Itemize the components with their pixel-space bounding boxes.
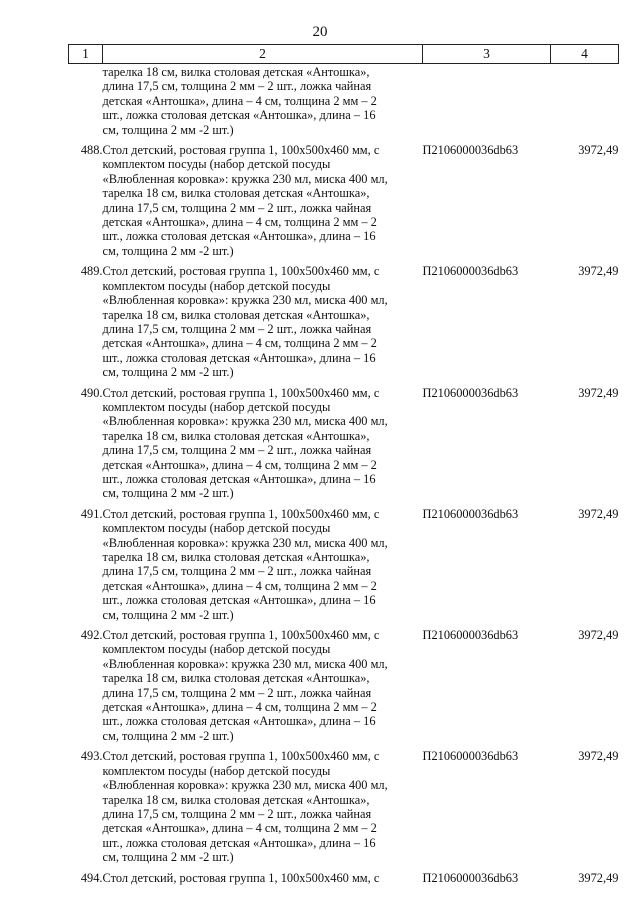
row-price: 3972,49 <box>578 628 619 643</box>
desc-line: Стол детский, ростовая группа 1, 100х500х460 мм, с <box>102 628 380 643</box>
row-price: 3972,49 <box>578 385 619 400</box>
desc-line: см, толщина 2 мм -2 шт.) <box>102 850 234 865</box>
desc-line: шт., ложка столовая детская «Антошка», длина – 16 <box>102 835 376 850</box>
row-description <box>103 865 423 885</box>
desc-line: длина 17,5 см, толщина 2 мм – 2 шт., ложка чайная <box>102 79 372 94</box>
row-price: 3972,49 <box>578 506 619 521</box>
row-description <box>103 743 423 864</box>
items-table <box>68 44 619 885</box>
desc-line: детская «Антошка», длина – 4 см, толщина 2 мм – 2 <box>102 578 377 593</box>
desc-line: детская «Антошка», длина – 4 см, толщина 2 мм – 2 <box>102 457 377 472</box>
table-row <box>69 501 619 622</box>
desc-line: комплектом посуды (набор детской посуды <box>102 399 331 414</box>
table-header-row <box>69 45 619 64</box>
page-number: 20 <box>312 24 328 40</box>
desc-line: комплектом посуды (набор детской посуды <box>102 157 331 172</box>
continuation-row <box>69 64 619 138</box>
desc-line: Стол детский, ростовая группа 1, 100х500х460 мм, с <box>102 506 380 521</box>
table-row <box>69 743 619 864</box>
desc-line: длина 17,5 см, толщина 2 мм – 2 шт., ложка чайная <box>102 443 372 458</box>
desc-line: длина 17,5 см, толщина 2 мм – 2 шт., ложка чайная <box>102 200 372 215</box>
row-description <box>103 380 423 501</box>
desc-line: тарелка 18 см, вилка столовая детская «Антошка», <box>102 307 370 322</box>
desc-line: Стол детский, ростовая группа 1, 100х500х460 мм, с <box>102 870 380 885</box>
desc-line: шт., ложка столовая детская «Антошка», длина – 16 <box>102 714 376 729</box>
desc-line: «Влюбленная коровка»: кружка 230 мл, миска 400 мл, <box>102 535 388 550</box>
desc-line: «Влюбленная коровка»: кружка 230 мл, миска 400 мл, <box>102 656 388 671</box>
column-header-4: 4 <box>551 45 619 64</box>
desc-line: тарелка 18 см, вилка столовая детская «Антошка», <box>102 671 370 686</box>
desc-line: длина 17,5 см, толщина 2 мм – 2 шт., ложка чайная <box>102 806 372 821</box>
desc-line: Стол детский, ростовая группа 1, 100х500х460 мм, с <box>102 264 380 279</box>
desc-line: длина 17,5 см, толщина 2 мм – 2 шт., ложка чайная <box>102 685 372 700</box>
row-number: 493. <box>80 749 103 764</box>
row-description <box>103 258 423 379</box>
desc-line: «Влюбленная коровка»: кружка 230 мл, миска 400 мл, <box>102 171 388 186</box>
desc-line: длина 17,5 см, толщина 2 мм – 2 шт., ложка чайная <box>102 564 372 579</box>
row-price: 3972,49 <box>578 749 619 764</box>
desc-line: Стол детский, ростовая группа 1, 100х500х460 мм, с <box>102 385 380 400</box>
desc-line: детская «Антошка», длина – 4 см, толщина 2 мм – 2 <box>102 336 377 351</box>
row-description <box>103 501 423 622</box>
desc-line: шт., ложка столовая детская «Антошка», длина – 16 <box>102 108 376 123</box>
desc-line: детская «Антошка», длина – 4 см, толщина 2 мм – 2 <box>102 93 377 108</box>
row-price: 3972,49 <box>578 264 619 279</box>
desc-line: см, толщина 2 мм -2 шт.) <box>102 486 234 501</box>
desc-line: см, толщина 2 мм -2 шт.) <box>102 728 234 743</box>
table-row <box>69 865 619 885</box>
desc-line: см, толщина 2 мм -2 шт.) <box>102 243 234 258</box>
column-header-3: 3 <box>423 45 551 64</box>
desc-line: «Влюбленная коровка»: кружка 230 мл, миска 400 мл, <box>102 778 388 793</box>
desc-line: Стол детский, ростовая группа 1, 100х500х460 мм, с <box>102 749 380 764</box>
desc-line: детская «Антошка», длина – 4 см, толщина 2 мм – 2 <box>102 821 377 836</box>
row-code: П2106000036db63 <box>422 143 519 158</box>
row-price: 3972,49 <box>578 870 619 885</box>
desc-line: тарелка 18 см, вилка столовая детская «Антошка», <box>102 550 370 564</box>
row-number: 491. <box>80 506 103 521</box>
desc-line: комплектом посуды (набор детской посуды <box>102 642 331 657</box>
desc-line: «Влюбленная коровка»: кружка 230 мл, миска 400 мл, <box>102 293 388 308</box>
desc-line: см, толщина 2 мм -2 шт.) <box>102 365 234 380</box>
row-code: П2106000036db63 <box>422 628 519 643</box>
desc-line: детская «Антошка», длина – 4 см, толщина 2 мм – 2 <box>102 700 377 715</box>
row-code: П2106000036db63 <box>422 506 519 521</box>
desc-line: тарелка 18 см, вилка столовая детская «Антошка», <box>102 65 370 79</box>
row-code: П2106000036db63 <box>422 870 519 885</box>
desc-line: см, толщина 2 мм -2 шт.) <box>102 607 234 622</box>
row-number: 492. <box>80 628 103 643</box>
row-number: 490. <box>80 385 103 400</box>
row-number: 488. <box>80 143 103 158</box>
continuation-text <box>103 64 423 138</box>
row-description <box>103 622 423 743</box>
table-row <box>69 622 619 743</box>
table-row <box>69 137 619 258</box>
desc-line: шт., ложка столовая детская «Антошка», длина – 16 <box>102 471 376 486</box>
table-row <box>69 258 619 379</box>
column-header-2: 2 <box>103 45 423 64</box>
desc-line: шт., ложка столовая детская «Антошка», длина – 16 <box>102 593 376 608</box>
desc-line: комплектом посуды (набор детской посуды <box>102 278 331 293</box>
desc-line: тарелка 18 см, вилка столовая детская «Антошка», <box>102 792 370 807</box>
row-code: П2106000036db63 <box>422 385 519 400</box>
desc-line: шт., ложка столовая детская «Антошка», длина – 16 <box>102 350 376 365</box>
desc-line: см, толщина 2 мм -2 шт.) <box>102 122 234 137</box>
desc-line: шт., ложка столовая детская «Антошка», длина – 16 <box>102 229 376 244</box>
row-number: 489. <box>80 264 103 279</box>
column-header-1: 1 <box>69 45 103 64</box>
row-code: П2106000036db63 <box>422 749 519 764</box>
row-description <box>103 137 423 258</box>
desc-line: тарелка 18 см, вилка столовая детская «Антошка», <box>102 428 370 443</box>
desc-line: тарелка 18 см, вилка столовая детская «Антошка», <box>102 186 370 201</box>
row-code: П2106000036db63 <box>422 264 519 279</box>
desc-line: комплектом посуды (набор детской посуды <box>102 521 331 536</box>
desc-line: длина 17,5 см, толщина 2 мм – 2 шт., ложка чайная <box>102 321 372 336</box>
desc-line: комплектом посуды (набор детской посуды <box>102 763 331 778</box>
desc-line: «Влюбленная коровка»: кружка 230 мл, миска 400 мл, <box>102 414 388 429</box>
row-price: 3972,49 <box>578 143 619 158</box>
table-row <box>69 380 619 501</box>
desc-line: Стол детский, ростовая группа 1, 100х500х460 мм, с <box>102 143 380 158</box>
desc-line: детская «Антошка», длина – 4 см, толщина 2 мм – 2 <box>102 215 377 230</box>
row-number: 494. <box>80 870 103 885</box>
